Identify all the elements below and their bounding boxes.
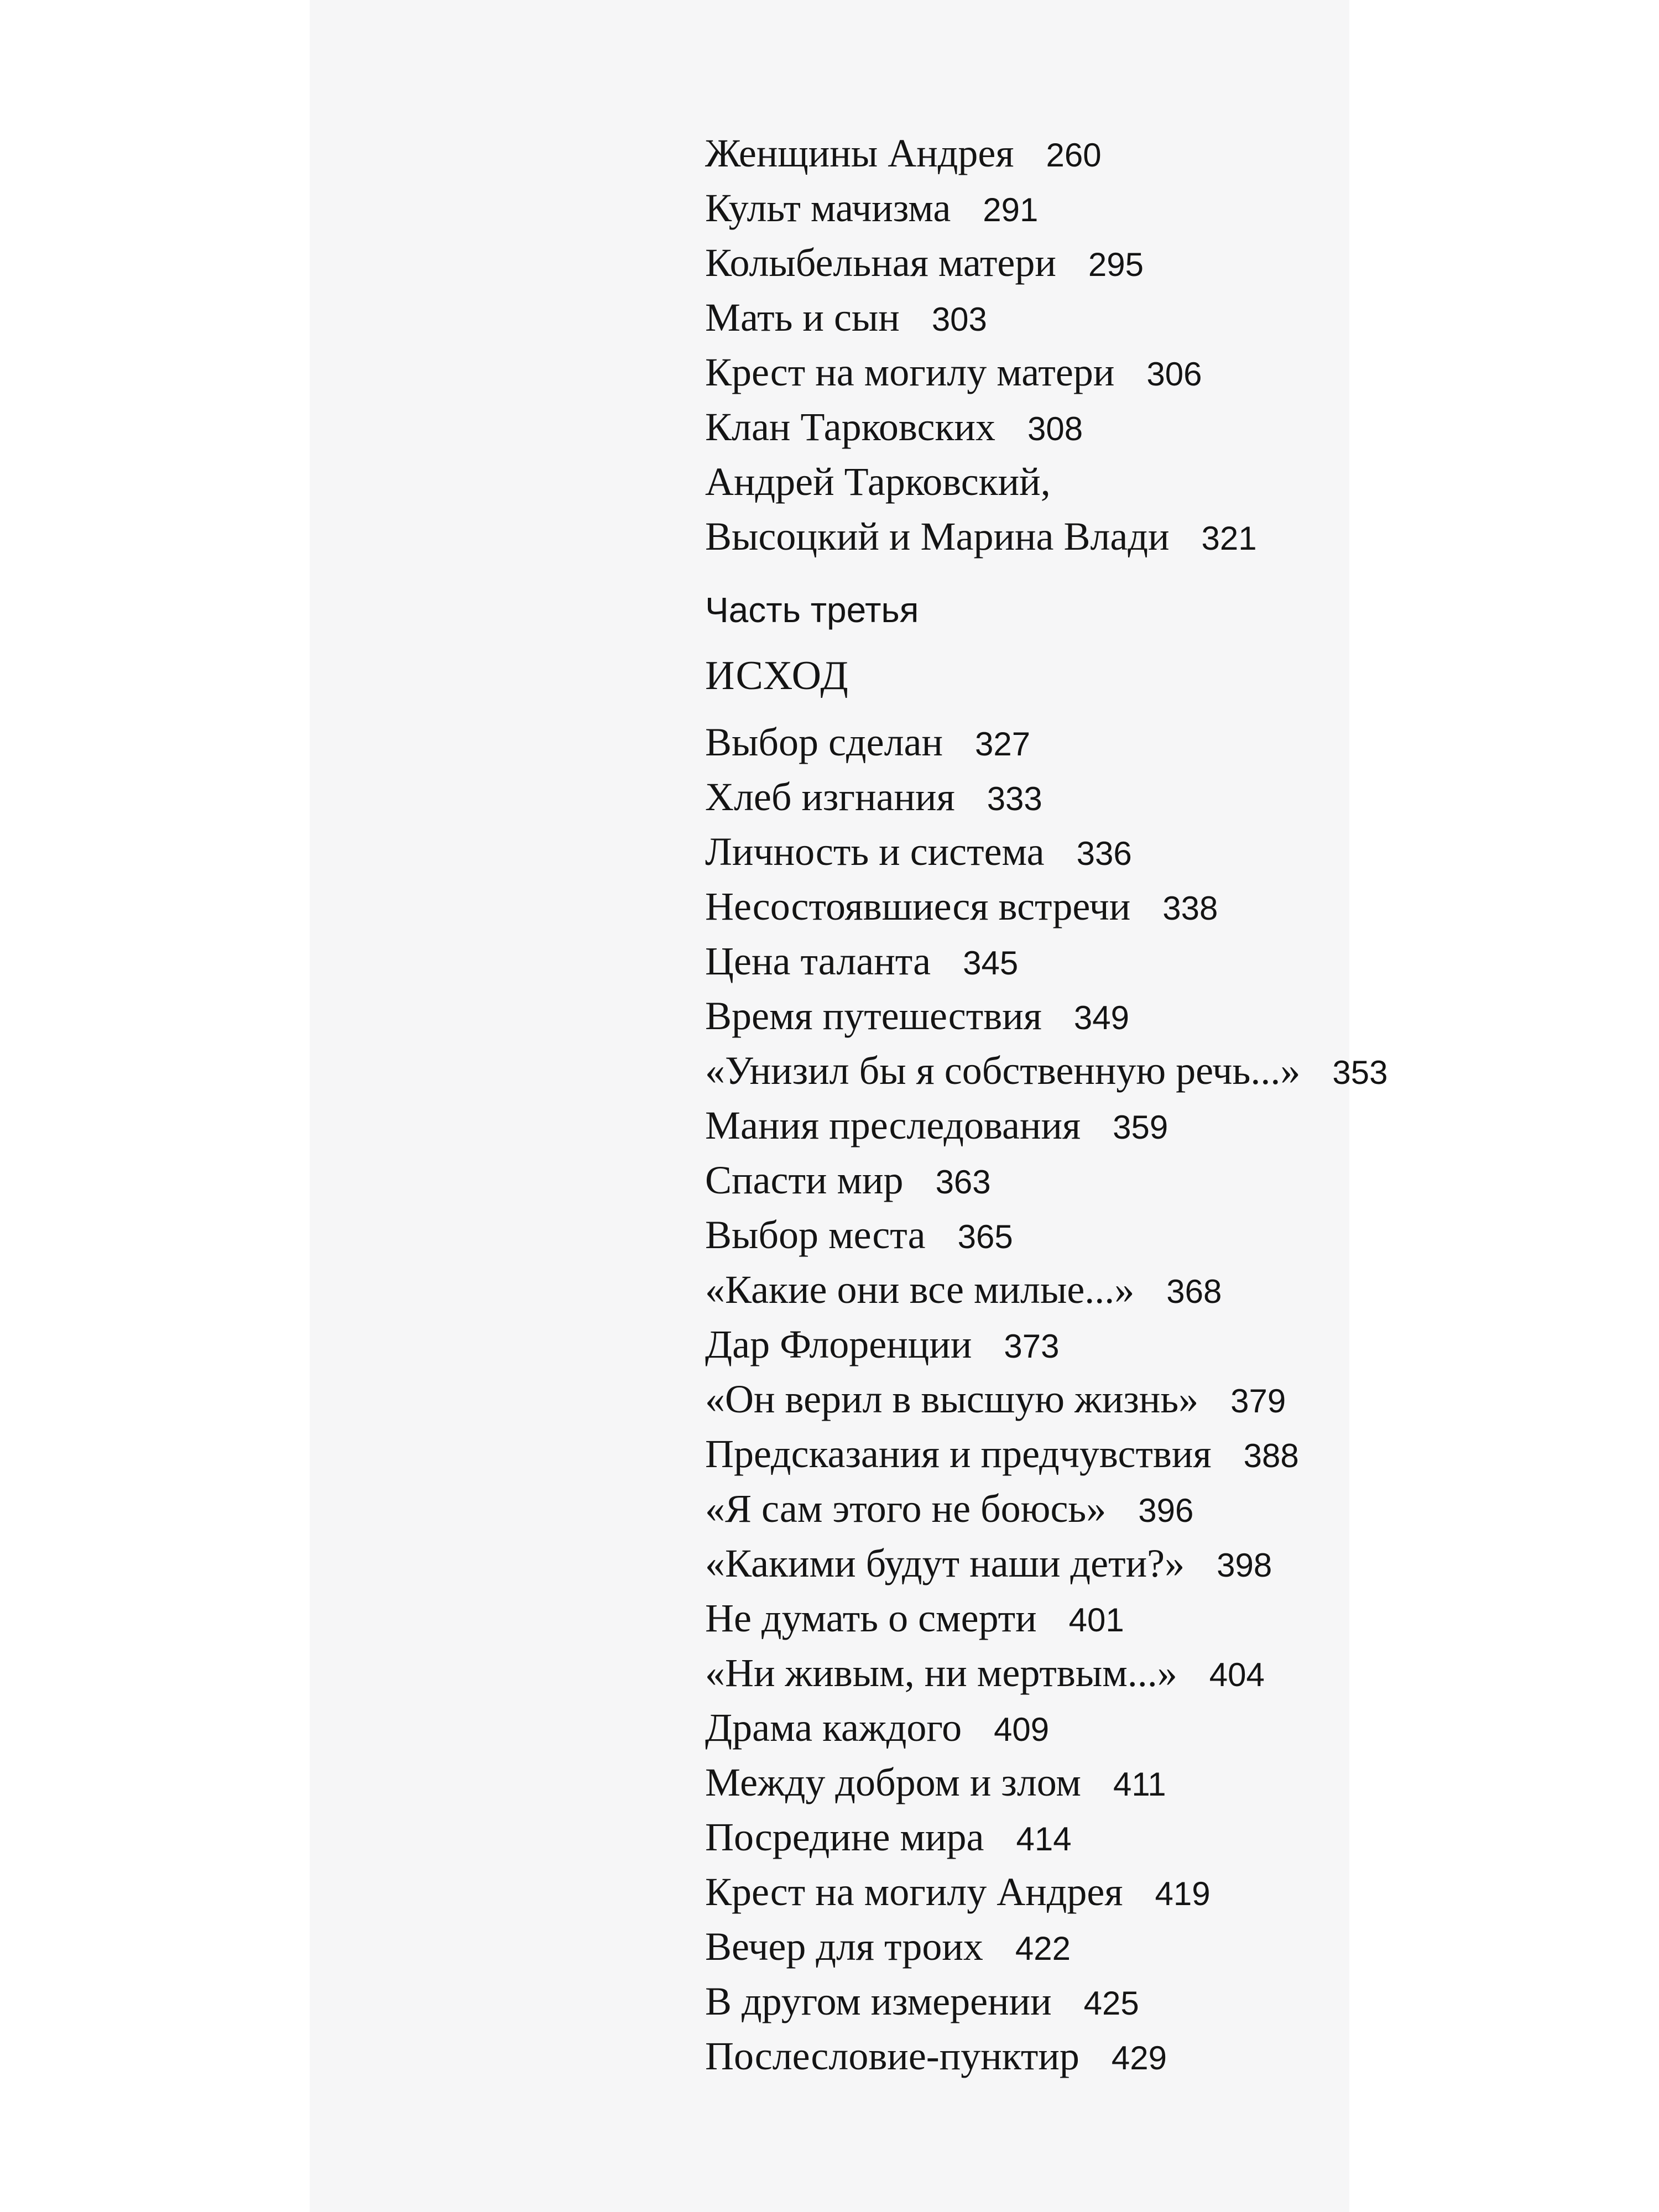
toc-entry (705, 236, 1590, 290)
toc-entry-title: «Унизил бы я собственную речь...» (705, 1048, 1301, 1093)
toc-entry-title: Колыбельная матери (705, 241, 1056, 285)
toc-entry (705, 1208, 1590, 1262)
toc-entry (705, 715, 1590, 770)
table-of-contents (705, 126, 1590, 2084)
part-label: Часть третья (705, 590, 919, 630)
toc-entry (705, 879, 1590, 934)
toc-entry-title: Спасти мир (705, 1158, 904, 1202)
toc-entry-page: 321 (1201, 520, 1257, 557)
toc-entry-page: 368 (1166, 1273, 1222, 1310)
part-title: ИСХОД (705, 653, 849, 698)
toc-entry (705, 1044, 1590, 1098)
toc-entry-title: Личность и система (705, 830, 1045, 874)
book-page (310, 0, 1388, 2212)
toc-entry-page: 396 (1138, 1492, 1194, 1529)
toc-entry-page: 303 (931, 301, 987, 338)
toc-entry-page: 409 (994, 1711, 1050, 1748)
toc-section-after (705, 715, 1590, 2084)
toc-entry-title: Между добром и злом (705, 1760, 1081, 1804)
toc-entry-title: «Какими будут наши дети?» (705, 1541, 1185, 1585)
toc-entry-page: 398 (1217, 1547, 1272, 1584)
toc-entry-page: 419 (1155, 1875, 1211, 1912)
toc-entry (705, 989, 1590, 1044)
toc-entry (705, 1372, 1590, 1427)
toc-entry-title: Цена таланта (705, 939, 931, 983)
toc-entry (705, 1865, 1590, 1919)
toc-entry-title: Женщины Андрея (705, 131, 1014, 175)
toc-entry-page: 333 (987, 780, 1042, 817)
toc-entry-title: Не думать о смерти (705, 1596, 1037, 1640)
toc-entry-title: Мать и сын (705, 295, 900, 340)
toc-entry-page: 291 (983, 191, 1039, 228)
toc-entry-page: 414 (1016, 1820, 1072, 1858)
toc-entry-page: 422 (1015, 1930, 1071, 1967)
toc-entry-title: Драма каждого (705, 1705, 962, 1750)
toc-entry-page: 353 (1332, 1054, 1388, 1091)
toc-entry (705, 345, 1590, 400)
toc-entry (705, 1536, 1590, 1591)
toc-entry (705, 181, 1590, 236)
toc-entry-title: Мания преследования (705, 1103, 1081, 1147)
toc-entry-page: 359 (1113, 1109, 1168, 1146)
toc-entry-page: 260 (1046, 137, 1102, 174)
toc-entry (705, 1700, 1590, 1755)
toc-entry (705, 934, 1590, 989)
toc-entry-page: 365 (957, 1218, 1013, 1255)
toc-entry (705, 400, 1590, 455)
toc-entry (705, 770, 1590, 825)
toc-entry-page: 373 (1004, 1328, 1060, 1365)
toc-entry-title: «Он верил в высшую жизнь» (705, 1377, 1199, 1421)
toc-entry-title: Дар Флоренции (705, 1322, 972, 1366)
toc-entry-title: Вечер для троих (705, 1924, 983, 1969)
toc-entry-title: Андрей Тарковский, (705, 460, 1051, 504)
toc-entry-page: 295 (1088, 246, 1144, 283)
toc-entry (705, 1755, 1590, 1810)
toc-entry-page: 388 (1243, 1437, 1299, 1474)
toc-entry-page: 411 (1113, 1766, 1166, 1803)
section-gap (705, 564, 1590, 583)
toc-entry-title: Предсказания и предчувствия (705, 1432, 1212, 1476)
toc-entry (705, 1810, 1590, 1865)
toc-entry (705, 1591, 1590, 1646)
toc-entry-page: 345 (963, 945, 1019, 982)
toc-entry-title: Культ мачизма (705, 186, 951, 230)
toc-entry-page: 338 (1162, 890, 1218, 927)
toc-entry-title: Послесловие-пунктир (705, 2034, 1079, 2078)
toc-entry (705, 2029, 1590, 2084)
toc-entry-title: Время путешествия (705, 994, 1042, 1038)
toc-entry (705, 290, 1590, 345)
toc-entry-page: 379 (1230, 1383, 1286, 1420)
toc-entry-page: 401 (1068, 1601, 1124, 1639)
toc-entry (705, 1317, 1590, 1372)
toc-entry (705, 1919, 1590, 1974)
toc-entry (705, 1262, 1590, 1317)
toc-entry-title: «Ни живым, ни мертвым...» (705, 1651, 1177, 1695)
toc-entry-page: 336 (1076, 835, 1132, 872)
toc-entry-page: 404 (1209, 1656, 1265, 1693)
toc-entry-page: 306 (1146, 356, 1202, 393)
toc-entry-title: В другом измерении (705, 1979, 1052, 2023)
toc-entry-title: Клан Тарковских (705, 405, 995, 449)
toc-entry (705, 1427, 1590, 1481)
toc-entry-title: «Я сам этого не боюсь» (705, 1486, 1107, 1531)
toc-entry-title: Выбор места (705, 1213, 926, 1257)
toc-entry (705, 509, 1590, 564)
toc-entry-title: Посредине мира (705, 1815, 984, 1859)
toc-entry-page: 327 (975, 726, 1031, 763)
toc-entry-title: Хлеб изгнания (705, 775, 955, 819)
toc-section-before (705, 126, 1590, 564)
toc-entry-title: Крест на могилу матери (705, 350, 1115, 394)
toc-entry (705, 1098, 1590, 1153)
toc-entry (705, 1481, 1590, 1536)
toc-entry (705, 825, 1590, 879)
toc-entry-page: 363 (935, 1164, 991, 1201)
toc-entry (705, 1153, 1590, 1208)
toc-entry-page: 349 (1073, 999, 1129, 1036)
toc-entry-page: 308 (1027, 410, 1083, 447)
toc-entry (705, 126, 1590, 181)
toc-entry-page: 425 (1083, 1985, 1139, 2022)
toc-entry-page: 429 (1111, 2039, 1167, 2077)
toc-entry (705, 1974, 1590, 2029)
toc-entry (705, 455, 1590, 509)
toc-entry-title: Крест на могилу Андрея (705, 1870, 1123, 1914)
toc-entry-title: Высоцкий и Марина Влади (705, 514, 1170, 559)
toc-entry (705, 1646, 1590, 1700)
toc-entry-title: «Какие они все милые...» (705, 1267, 1135, 1312)
toc-entry-title: Несостоявшиеся встречи (705, 884, 1131, 928)
toc-entry-title: Выбор сделан (705, 720, 943, 764)
